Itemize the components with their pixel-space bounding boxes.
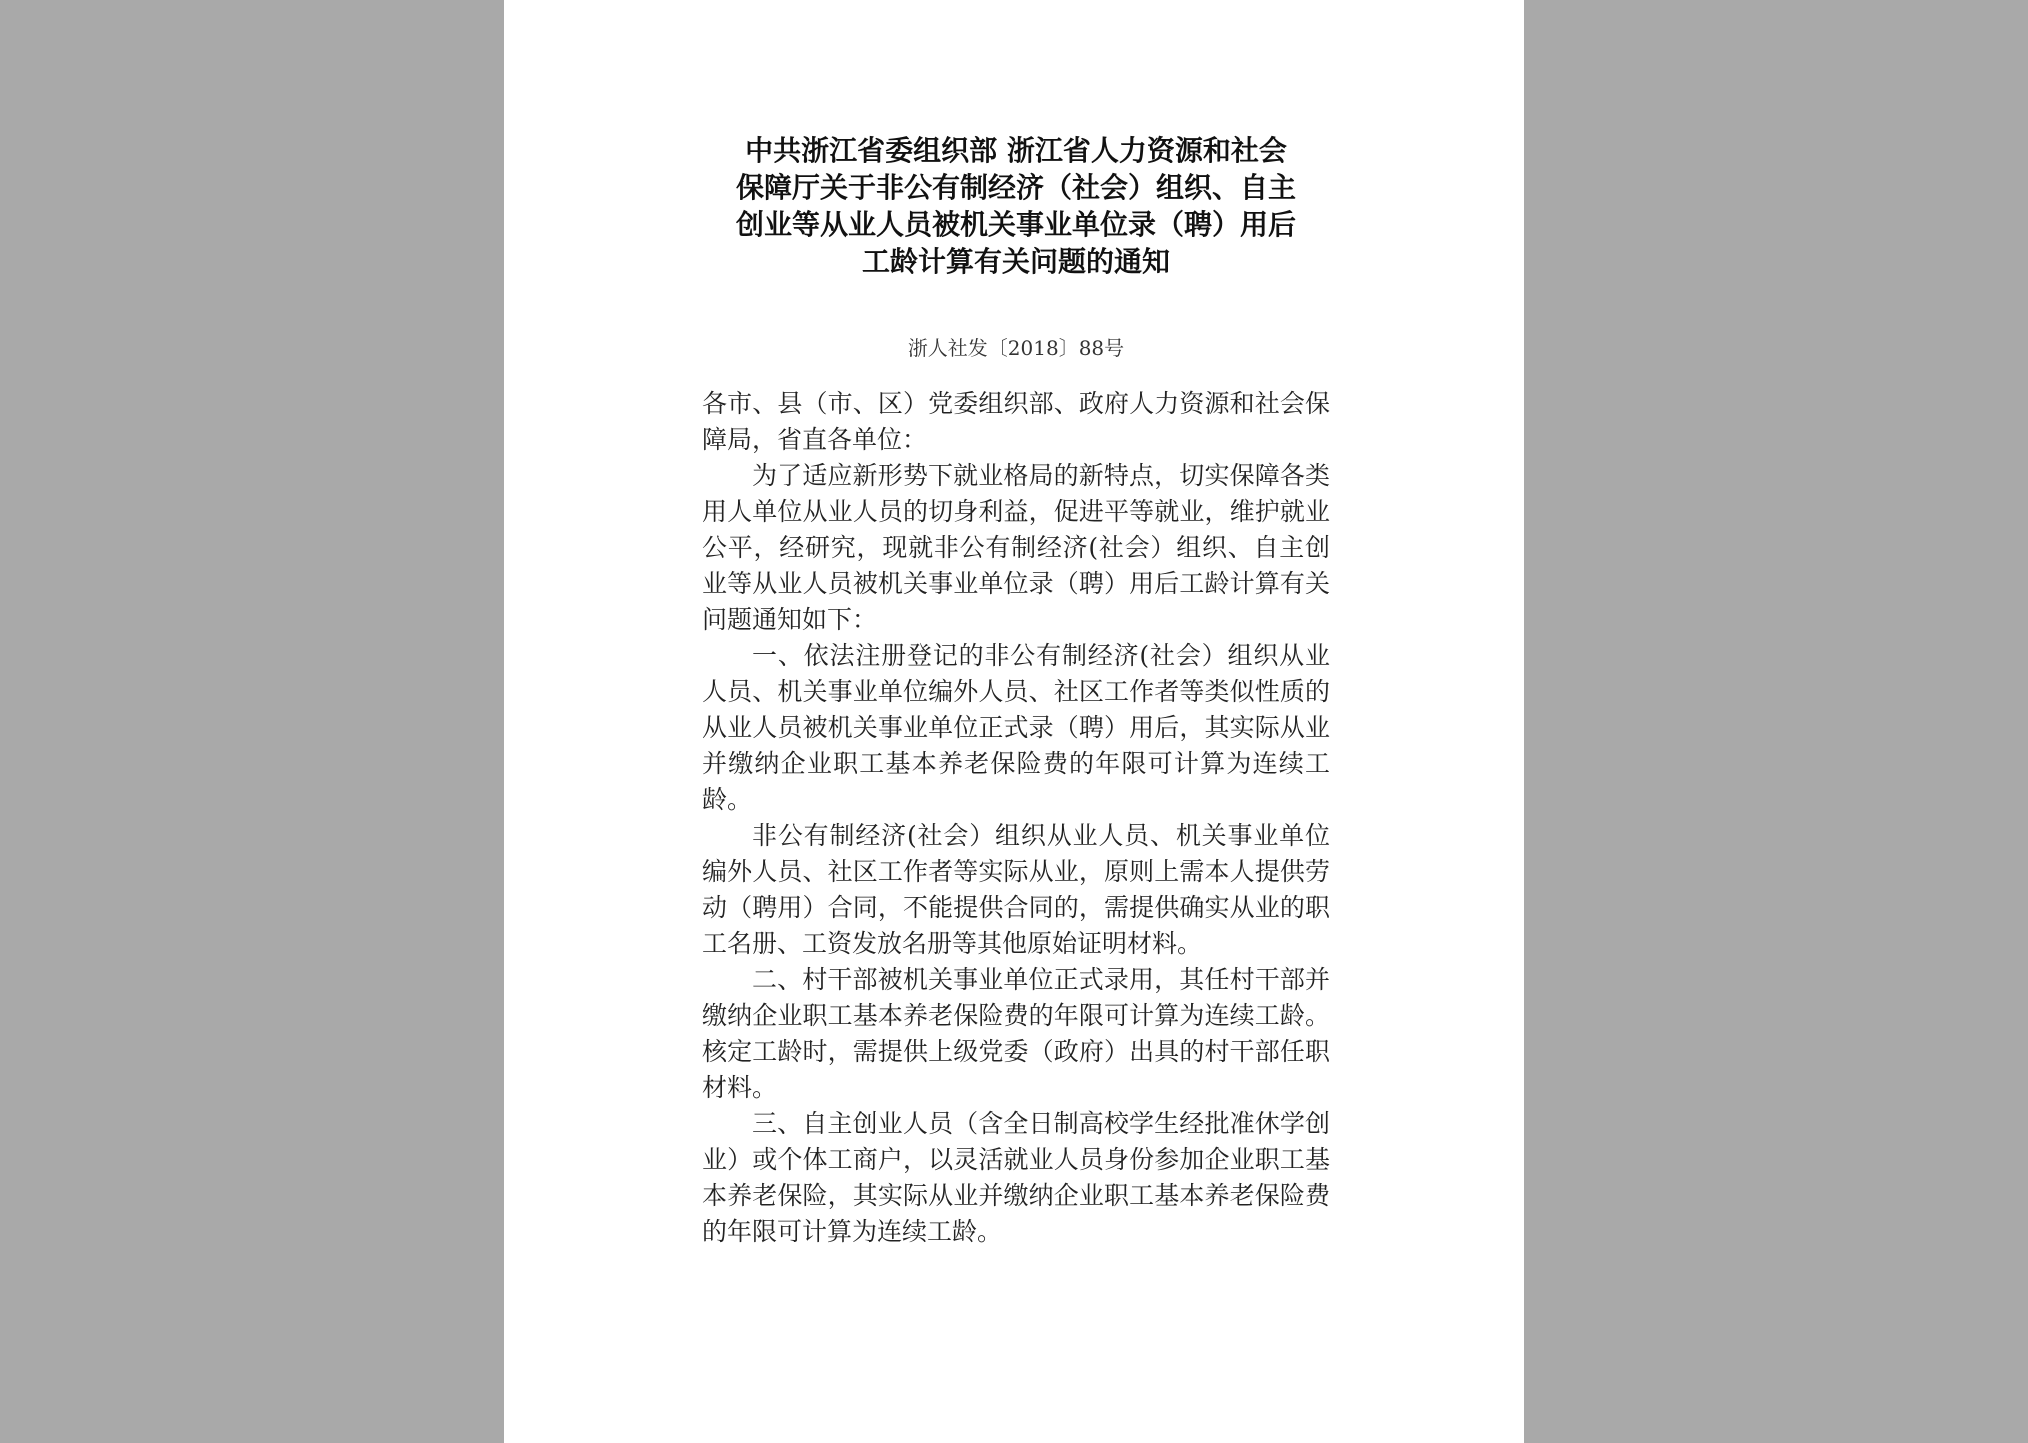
- title-line-1: 中共浙江省委组织部 浙江省人力资源和社会: [745, 134, 1287, 167]
- paragraph-item-1-detail: 非公有制经济(社会）组织从业人员、机关事业单位编外人员、社区工作者等实际从业，原则上需本人提供劳动（聘用）合同，不能提供合同的，需提供确实从业的职工名册、工资发放名册等其他原始证明材料。: [702, 821, 1330, 958]
- title-line-2: 保障厅关于非公有制经济（社会）组织、自主: [735, 171, 1296, 204]
- paragraph-intro: 为了适应新形势下就业格局的新特点，切实保障各类用人单位从业人员的切身利益，促进平等就业，维护就业公平，经研究，现就非公有制经济(社会）组织、自主创业等从业人员被机关事业单位录（聘）用后工龄计算有关问题通知如下：: [702, 461, 1330, 634]
- salutation: 各市、县（市、区）党委组织部、政府人力资源和社会保障局，省直各单位：: [702, 389, 1330, 454]
- paragraph-item-2: 二、村干部被机关事业单位正式录用，其任村干部并缴纳企业职工基本养老保险费的年限可计算为连续工龄。核定工龄时，需提供上级党委（政府）出具的村干部任职材料。: [702, 965, 1330, 1102]
- paragraph-item-3: 三、自主创业人员（含全日制高校学生经批准休学创业）或个体工商户，以灵活就业人员身份参加企业职工基本养老保险，其实际从业并缴纳企业职工基本养老保险费的年限可计算为连续工龄。: [702, 1109, 1330, 1246]
- title-line-4: 工龄计算有关问题的通知: [861, 245, 1170, 278]
- title-line-3: 创业等从业人员被机关事业单位录（聘）用后: [735, 208, 1296, 241]
- document-page: [504, 0, 1524, 1443]
- paragraph-item-1: 一、依法注册登记的非公有制经济(社会）组织从业人员、机关事业单位编外人员、社区工作者等类似性质的从业人员被机关事业单位正式录（聘）用后，其实际从业并缴纳企业职工基本养老保险费的年限可计算为连续工龄。: [702, 641, 1330, 814]
- document-number: 浙人社发〔2018〕88号: [907, 336, 1125, 360]
- document-title: [702, 132, 1330, 280]
- document-content: [702, 132, 1330, 1250]
